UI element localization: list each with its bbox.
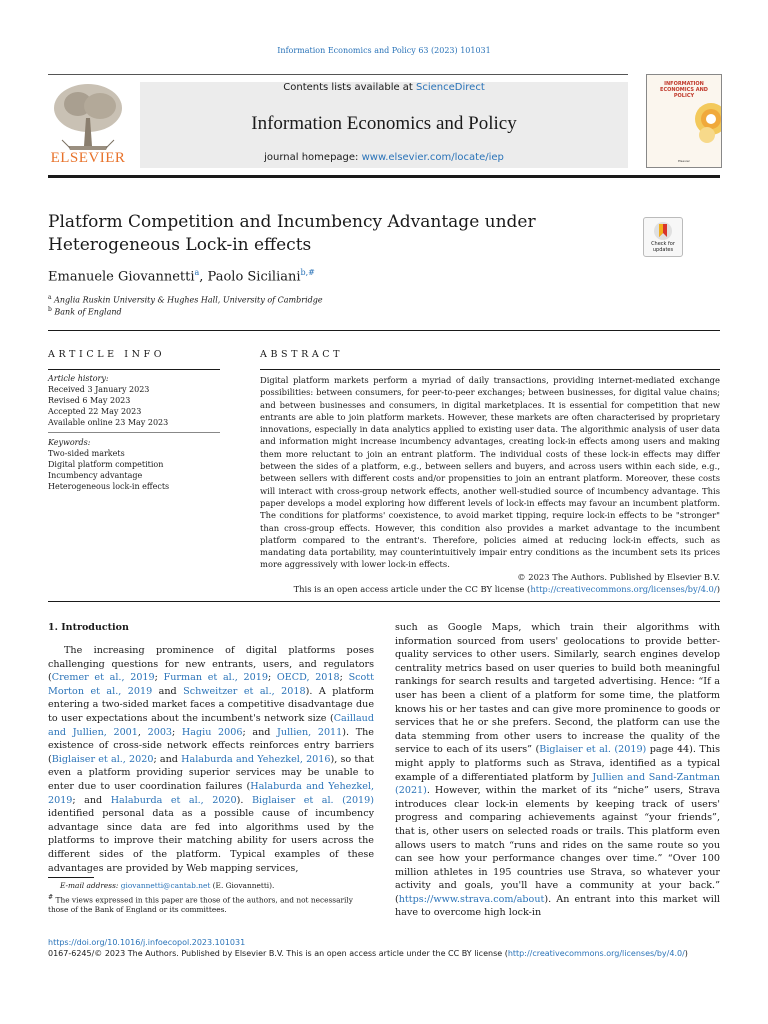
elsevier-logo[interactable] xyxy=(48,78,128,168)
citation-link[interactable]: Biglaiser et al. (2019) xyxy=(251,794,375,806)
body-text: ). The existence of cross-side network effects reinforces entry barriers ( xyxy=(48,726,374,765)
divider xyxy=(48,330,720,331)
license-notice xyxy=(260,584,720,594)
email-link[interactable]: giovannetti@cantab.net xyxy=(120,881,211,890)
issn-suffix: ) xyxy=(684,949,688,958)
citation-link[interactable]: Schweitzer et al., 2018 xyxy=(183,685,306,697)
body-text: ; and xyxy=(153,753,182,765)
divider xyxy=(48,369,220,370)
divider xyxy=(260,369,720,370)
citation-link[interactable]: Hagiu 2006 xyxy=(181,726,243,738)
citation-link[interactable]: Halaburda and Yehezkel, 2016 xyxy=(181,753,331,765)
affiliation-mark: b xyxy=(48,306,52,313)
history-heading: Article history: xyxy=(48,374,109,383)
header-bottom-rule xyxy=(48,175,720,178)
keyword-item: Heterogeneous lock-in effects xyxy=(48,482,170,491)
citation-link[interactable]: Furman et al., 2019 xyxy=(163,672,268,684)
author-list xyxy=(48,268,315,284)
divider xyxy=(48,601,720,602)
journal-homepage-link[interactable]: www.elsevier.com/locate/iep xyxy=(361,152,504,163)
body-text: . However, within the market of its “niche” users, Strava introduces clear lock-in elements by keeping track of users' progress and comparing achievements against “your friends”, that is, other users on selected roads or trails. This platform even allows users to match “runs and rides on the same route so you can see how your performance changes over time.” “Over 100 million athletes in 195 countries use Strava, so whatever your activity and goals, you'll have a community at your back.” ( xyxy=(395,785,720,905)
author-affiliation-mark[interactable]: b,# xyxy=(300,268,315,277)
citation-link[interactable]: Cremer et al., 2019 xyxy=(51,672,155,684)
body-paragraph xyxy=(48,644,374,875)
history-item: Revised 6 May 2023 xyxy=(48,396,131,405)
citation-link[interactable]: Jullien and Sand-Zantman (2021) xyxy=(395,771,720,797)
author-name[interactable]: Paolo Siciliani xyxy=(207,269,301,285)
body-text: such as Google Maps, which train their algorithms with information sourced from users' geolocations to provide better-quality services to other users. Similarly, search engines develop centrality metrics based on user queries to build both meaningful rankings for search results and targeted advertising. Hence: “If a user has been a client of a platform for some time, the platform knows his or her tastes and can give more prominence to goods or services that he or she prefers. Second, the platform can use the data stemming from other users to increase the quality of the service to each of its users” ( xyxy=(395,622,720,756)
author-separator: , xyxy=(199,269,208,285)
sciencedirect-link[interactable]: ScienceDirect xyxy=(416,82,485,93)
citation-link[interactable]: Jullien, 2011 xyxy=(277,726,343,738)
paper-title-line-1: Platform Competition and Incumbency Advantage under xyxy=(48,212,536,232)
license-prefix: This is an open access article under the CC BY license ( xyxy=(293,584,531,594)
keyword-item: Two-sided markets xyxy=(48,449,125,458)
keywords xyxy=(48,437,220,492)
body-text: ), so that even a platform providing superior services may be unable to enter due to user coordination failures ( xyxy=(48,753,374,792)
body-text: , xyxy=(137,726,148,738)
citation-link[interactable]: Caillaud and Jullien, 2001 xyxy=(48,712,374,738)
abstract-body: Digital platform markets perform a myriad of daily transactions, providing internet-mediated exchange possibilities: between consumers, for peer-to-peer exchanges; between businesses, for digital value chains; and between businesses and consumers, in digital marketplaces. It is essential for competition that new entrants are able to join platform markets. However, these markets are often characterised by proprietary innovations, especially in data analytics applied to existing user data. The algorithmic analysis of user data and information might increase incumbency advantages, creating lock-in effects among users and making them more reluctant to join an entrant platform. The individual costs of these lock-in effects may differ between the sides of a platform, e.g., between sellers and buyers, and across users within each side, e.g., between sellers with different costs and/or propensities to join an entrant platform. Moreover, these costs will interact with cross-group network effects, another well-studied source of incumbency advantage. This paper develops a model exploring how different levels of lock-in effects may favour an incumbent platform. The conditions for platforms' coexistence, to avoid market tipping, require lock-in effects to be "stronger" than cross-group effects. However, this condition also provides a market advantage to the incumbent platform compared to the entrant's. Therefore, policies aimed at reducing lock-in effects, such as mandating data portability, may counterintuitively impair entry conditions as the incumbent sets its prices more aggressively with lower lock-in effects. xyxy=(260,375,720,570)
body-paragraph xyxy=(395,621,720,920)
body-text: ; xyxy=(267,672,277,684)
contents-availability xyxy=(140,82,628,93)
issn-copyright-line xyxy=(48,949,720,958)
keywords-heading: Keywords: xyxy=(48,438,91,447)
copyright-notice: © 2023 The Authors. Published by Elsevier B.V. xyxy=(517,572,720,582)
footnote-divider xyxy=(48,877,94,878)
footnote-text: The views expressed in this paper are those of the authors, and not necessarily those of the Bank of England or its committees. xyxy=(48,895,353,915)
body-text: ). An entrant into this market will have to overcome high lock-in xyxy=(395,893,720,919)
paper-title-line-2: Heterogeneous Lock-in effects xyxy=(48,235,312,255)
abstract-heading: ABSTRACT xyxy=(260,349,344,360)
footnote-mark: # xyxy=(48,894,54,901)
citation-link[interactable]: Halaburda et al., 2020 xyxy=(110,794,237,806)
author-name[interactable]: Emanuele Giovannetti xyxy=(48,269,195,285)
issn-license-link[interactable]: http://creativecommons.org/licenses/by/4.0/ xyxy=(507,949,685,958)
divider xyxy=(48,432,220,433)
footnote-email xyxy=(60,881,274,890)
body-text: identified personal data as a possible cause of incumbency advantage since data are fed into algorithms used by the platforms to improve their matching ability for users across the different sides of the platform. Typical examples of these advantages are provided by Web mapping services, xyxy=(48,808,374,874)
journal-citation-link[interactable]: Information Economics and Policy 63 (2023) 101031 xyxy=(277,46,491,55)
section-heading: 1. Introduction xyxy=(48,622,129,633)
check-for-updates-label: Check for updates xyxy=(651,241,675,253)
affiliation xyxy=(48,294,323,305)
body-text: page 44). This might apply to platforms such as Strava, identified as a typical example of a differentiated platform by xyxy=(395,744,720,783)
body-text: ). xyxy=(236,794,252,806)
body-text: The increasing prominence of digital platforms poses challenging questions for new entrants, users, and regulators ( xyxy=(48,645,374,684)
header-top-rule xyxy=(48,74,628,75)
cover-graphic-icon xyxy=(647,99,721,159)
citation-link[interactable]: Biglaiser et al., 2020 xyxy=(51,753,154,765)
paper-title xyxy=(48,211,608,257)
article-history xyxy=(48,373,220,428)
elsevier-wordmark: ELSEVIER xyxy=(50,150,126,166)
contents-prefix: Contents lists available at xyxy=(283,82,417,93)
doi-link[interactable]: https://doi.org/10.1016/j.infoecopol.2023.101031 xyxy=(48,938,246,947)
footnote-disclaimer xyxy=(48,893,374,915)
history-item: Received 3 January 2023 xyxy=(48,385,150,394)
body-text: ; and xyxy=(242,726,278,738)
license-link[interactable]: http://creativecommons.org/licenses/by/4.0/ xyxy=(530,584,717,594)
body-text: ; and xyxy=(72,794,111,806)
body-column-right xyxy=(395,621,720,920)
affiliation-text: Anglia Ruskin University & Hughes Hall, University of Cambridge xyxy=(54,295,323,305)
strava-about-link[interactable]: https://www.strava.com/about xyxy=(398,893,545,905)
affiliation-mark: a xyxy=(48,294,52,301)
cover-footer: Elsevier xyxy=(678,159,690,163)
history-item: Accepted 22 May 2023 xyxy=(48,407,142,416)
body-text: ; xyxy=(172,726,182,738)
homepage-prefix: journal homepage: xyxy=(264,152,362,163)
issn-prefix: 0167-6245/© 2023 The Authors. Published by Elsevier B.V. This is an open access article under the CC BY license ( xyxy=(48,949,508,958)
keyword-item: Incumbency advantage xyxy=(48,471,143,480)
keyword-item: Digital platform competition xyxy=(48,460,164,469)
body-text: ; xyxy=(154,672,164,684)
journal-cover-thumbnail[interactable] xyxy=(646,74,722,168)
citation-link[interactable]: OECD, 2018 xyxy=(276,672,340,684)
citation-link[interactable]: Halaburda and Yehezkel, 2019 xyxy=(48,780,375,806)
article-info-heading: ARTICLE INFO xyxy=(48,349,166,360)
body-text: and xyxy=(152,685,184,697)
bookmark-icon xyxy=(653,221,673,241)
license-suffix: ) xyxy=(716,584,720,594)
cover-title: INFORMATION ECONOMICS AND POLICY xyxy=(660,81,708,99)
journal-homepage xyxy=(140,152,628,163)
body-text: ). A platform entering a two-sided market faces a competitive disadvantage due to user expectations about the incumbent's network size ( xyxy=(48,685,375,724)
body-text: ; xyxy=(339,672,349,684)
citation-link[interactable]: Biglaiser et al. (2019) xyxy=(539,744,647,756)
author-affiliation-mark[interactable]: a xyxy=(194,268,200,277)
history-item: Available online 23 May 2023 xyxy=(48,418,169,427)
affiliation xyxy=(48,306,122,317)
body-column-left xyxy=(48,644,374,875)
affiliation-text: Bank of England xyxy=(54,307,122,317)
check-for-updates-button[interactable] xyxy=(643,217,683,257)
journal-title: Information Economics and Policy xyxy=(251,113,517,134)
email-label: E-mail address: xyxy=(60,881,121,890)
email-suffix: (E. Giovannetti). xyxy=(210,881,275,890)
citation-link[interactable]: 2003 xyxy=(147,726,173,738)
citation-link[interactable]: Scott Morton et al., 2019 xyxy=(48,672,374,697)
